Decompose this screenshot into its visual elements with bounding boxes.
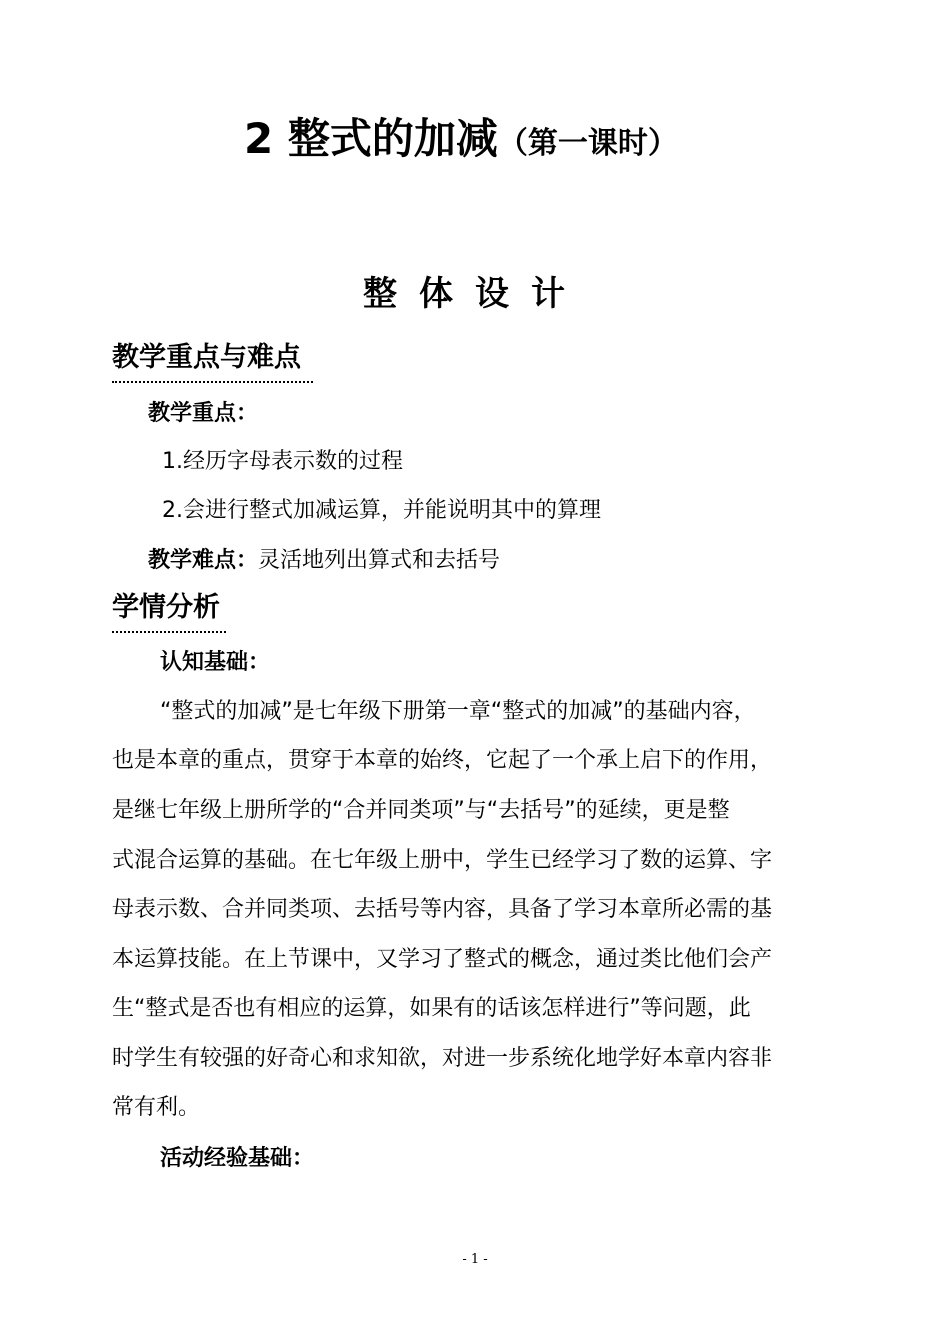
difficulty-line xyxy=(148,543,500,574)
paragraph-line: 时学生有较强的好奇心和求知欲，对进一步系统化地学好本章内容非 xyxy=(112,1046,773,1071)
document-title xyxy=(244,106,678,166)
section-heading-analysis: 学情分析 xyxy=(112,592,220,623)
key-point-item: 1.经历字母表示数的过程 xyxy=(162,449,403,474)
title-lesson: （第一课时） xyxy=(497,126,678,161)
section-heading-focus: 教学重点与难点 xyxy=(112,342,301,373)
section-underline xyxy=(112,631,226,633)
difficulty-text: 灵活地列出算式和去括号 xyxy=(258,548,501,573)
paragraph-line: 是继七年级上册所学的“合并同类项”与“去括号”的延续，更是整 xyxy=(112,798,730,823)
paragraph-line: 母表示数、合并同类项、去括号等内容，具备了学习本章所必需的基 xyxy=(112,897,773,922)
section-underline xyxy=(112,381,313,383)
key-points-label: 教学重点： xyxy=(148,401,259,426)
key-point-item: 2.会进行整式加减运算，并能说明其中的算理 xyxy=(162,498,601,523)
subtitle: 整体设计 xyxy=(363,274,587,314)
paragraph-line: 也是本章的重点，贯穿于本章的始终，它起了一个承上启下的作用， xyxy=(112,748,773,773)
difficulty-label: 教学难点： xyxy=(148,548,259,573)
title-main: 2 整式的加减 xyxy=(244,114,498,163)
paragraph-line: 式混合运算的基础。在七年级上册中，学生已经学习了数的运算、字 xyxy=(112,848,773,873)
cognitive-basis-label: 认知基础： xyxy=(160,650,271,675)
activity-basis-label: 活动经验基础： xyxy=(160,1146,315,1171)
paragraph-line: 常有利。 xyxy=(112,1095,201,1120)
paragraph-line: 本运算技能。在上节课中，又学习了整式的概念，通过类比他们会产 xyxy=(112,947,773,972)
paragraph-line: “整式的加减”是七年级下册第一章“整式的加减”的基础内容， xyxy=(160,699,756,724)
page-number: - 1 - xyxy=(462,1252,488,1267)
paragraph-line: 生“整式是否也有相应的运算，如果有的话该怎样进行”等问题，此 xyxy=(112,996,751,1021)
